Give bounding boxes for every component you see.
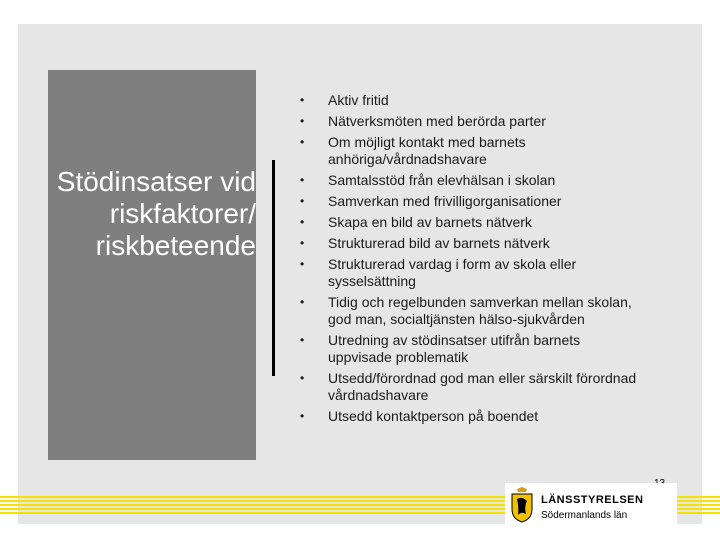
title-panel bbox=[48, 70, 256, 460]
bullet-item: • Utredning av stödinsatser utifrån barnets uppvisade problematik bbox=[300, 332, 640, 366]
bullet-item: • Utsedd kontaktperson på boendet bbox=[300, 408, 640, 425]
bullet-item: • Samverkan med frivilligorganisationer bbox=[300, 193, 640, 210]
bullet-item: • Strukturerad bild av barnets nätverk bbox=[300, 235, 640, 252]
bullet-item: • Samtalsstöd från elevhälsan i skolan bbox=[300, 172, 640, 189]
vertical-divider bbox=[272, 160, 275, 376]
bullet-item: • Om möjligt kontakt med barnets anhöriga/vårdnadshavare bbox=[300, 134, 640, 168]
bullet-item: • Strukturerad vardag i form av skola eller sysselsättning bbox=[300, 256, 640, 290]
bullet-item: • Aktiv fritid bbox=[300, 92, 640, 109]
bullet-item: • Tidig och regelbunden samverkan mellan skolan, god man, socialtjänsten hälso-sjukvården bbox=[300, 294, 640, 328]
lansstyrelsen-logo bbox=[505, 483, 677, 527]
bullet-item: • Utsedd/förordnad god man eller särskilt förordnad vårdnadshavare bbox=[300, 370, 640, 404]
bullet-item: • Nätverksmöten med berörda parter bbox=[300, 113, 640, 130]
coat-of-arms-icon bbox=[509, 487, 535, 523]
bullet-list bbox=[300, 92, 640, 429]
logo-subtitle: Södermanlands län bbox=[541, 510, 628, 521]
slide-title: Stödinsatser vid riskfaktorer/ riskbeteende bbox=[56, 166, 256, 261]
bullet-item: • Skapa en bild av barnets nätverk bbox=[300, 214, 640, 231]
logo-name: LÄNSSTYRELSEN bbox=[541, 494, 644, 506]
